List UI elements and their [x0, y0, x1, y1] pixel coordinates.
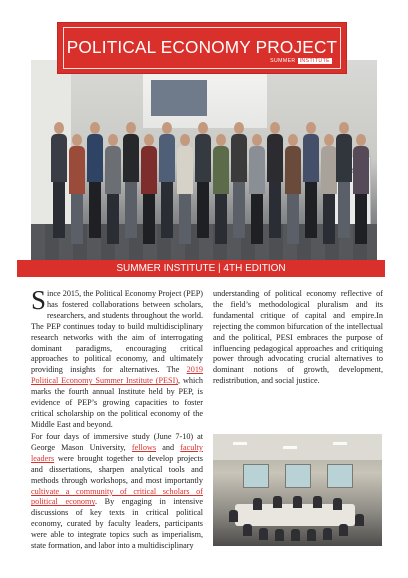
seated-person — [323, 528, 332, 540]
drop-cap: S — [31, 285, 47, 315]
person-legs — [287, 194, 299, 244]
person-head — [126, 122, 136, 134]
seated-person — [275, 529, 284, 541]
person-head — [324, 134, 334, 146]
person-head — [90, 122, 100, 134]
header-banner — [57, 22, 347, 74]
person-body — [303, 134, 319, 182]
person-body — [69, 146, 85, 194]
faculty-leaders-link[interactable]: faculty leaders — [31, 442, 203, 463]
person-head — [339, 122, 349, 134]
person-body — [195, 134, 211, 182]
ceiling-light — [233, 442, 247, 445]
person-body — [213, 146, 229, 194]
person-legs — [53, 182, 65, 238]
person-body — [267, 134, 283, 182]
person-legs — [215, 194, 227, 244]
left-column — [31, 285, 203, 431]
person-legs — [161, 182, 173, 238]
ceiling-light — [283, 446, 297, 449]
seated-person — [259, 528, 268, 540]
person-legs — [89, 182, 101, 238]
seated-person — [229, 510, 238, 522]
person-head — [270, 122, 280, 134]
ceiling-light — [333, 442, 347, 445]
person-body — [123, 134, 139, 182]
person-legs — [355, 194, 367, 244]
pesi-link[interactable]: 2019 Political Economy Summer Institute (PESI) — [31, 365, 203, 386]
banner-subtitle — [270, 58, 332, 64]
seated-person — [333, 498, 342, 510]
person-head — [252, 134, 262, 146]
person-legs — [143, 194, 155, 244]
person-head — [234, 122, 244, 134]
person-body — [159, 134, 175, 182]
person-legs — [197, 182, 209, 238]
photo2-ceiling — [213, 434, 382, 460]
study-text-c: were brought together to develop projects and dissertations, sharpen analytical tools and methods through workshops, and most importantly — [31, 453, 203, 485]
seated-person — [291, 529, 300, 541]
person-head — [180, 134, 190, 146]
seated-person — [293, 496, 302, 508]
person-legs — [305, 182, 317, 238]
room-window — [285, 464, 311, 488]
person-head — [356, 134, 366, 146]
person-legs — [338, 182, 350, 238]
person-body — [321, 146, 337, 194]
page-title: POLITICAL ECONOMY PROJECT — [66, 37, 338, 57]
person-body — [105, 146, 121, 194]
person-legs — [233, 182, 245, 238]
right-column — [213, 289, 383, 387]
edition-bar — [17, 260, 385, 277]
person-legs — [125, 182, 137, 238]
study-text-a: For four days of immersive study (June 7-10) at George Mason University, — [31, 432, 203, 452]
study-text-d: . By engaging in intensive discussions of key texts in critical political economy, curated by faculty leaders, participants were able to integrate topics such as imperialism, state formation, and labor into a multidisciplinary — [31, 497, 203, 551]
seated-person — [273, 496, 282, 508]
banner-sub-institute: INSTITUTE — [299, 58, 330, 64]
person-body — [231, 134, 247, 182]
seated-person — [243, 524, 252, 536]
study-text-b: and — [156, 442, 181, 452]
person-legs — [107, 194, 119, 244]
person-head — [198, 122, 208, 134]
person-head — [144, 134, 154, 146]
person-legs — [179, 194, 191, 244]
fellows-link[interactable]: fellows — [131, 442, 157, 452]
projected-slide — [151, 80, 207, 116]
seated-person — [313, 496, 322, 508]
person-body — [141, 146, 157, 194]
person-head — [306, 122, 316, 134]
workshop-photo — [213, 434, 382, 546]
seated-person — [307, 529, 316, 541]
person-head — [72, 134, 82, 146]
person-legs — [251, 194, 263, 244]
person-head — [216, 134, 226, 146]
intro-text-b: , which marks the fourth annual Institute held by PEP, is evidence of PEP’s growing capacities to foster critical scholarship on the political economy of the Middle East and beyond. — [31, 376, 203, 429]
seated-person — [339, 524, 348, 536]
person-body — [87, 134, 103, 182]
person-head — [108, 134, 118, 146]
group-photo — [31, 60, 377, 260]
intro-paragraph — [31, 285, 203, 431]
banner-frame — [63, 27, 341, 69]
seated-person — [253, 498, 262, 510]
person-body — [249, 146, 265, 194]
person-legs — [269, 182, 281, 238]
person-legs — [323, 194, 335, 244]
person-head — [162, 122, 172, 134]
room-window — [327, 464, 353, 488]
room-window — [243, 464, 269, 488]
banner-sub-summer: SUMMER — [270, 58, 296, 64]
seated-person — [355, 514, 364, 526]
person-body — [51, 134, 67, 182]
person-body — [177, 146, 193, 194]
person-legs — [71, 194, 83, 244]
person-head — [54, 122, 64, 134]
edition-title: SUMMER INSTITUTE | 4TH EDITION — [116, 263, 286, 274]
right-paragraph: understanding of political economy reflective of the field’s methodological pluralism and its fundamental critique of capital and empire.In rejecting the common bifurcation of the intellectual and the political, PESI embraces the purpose of influencing pedagogical approaches and critiquing power through advocating crucial alternatives to dominant notions of growth, development, redistribution, and social justice. — [213, 289, 383, 386]
study-paragraph — [31, 432, 203, 552]
person-body — [336, 134, 352, 182]
community-link[interactable]: cultivate a community of critical scholars of political economy — [31, 486, 203, 507]
intro-text-a: ince 2015, the Political Economy Project (PEP) has fostered collaborations between scholars, researchers, and students throughout the world. The PEP continues today to build multidisciplinary research networks with the aim of interrogating dominant paradigms, encouraging critical approaches to political economy, and ultimately providing insights for alternatives. The — [31, 289, 203, 375]
person-head — [288, 134, 298, 146]
person-body — [353, 146, 369, 194]
person-body — [285, 146, 301, 194]
